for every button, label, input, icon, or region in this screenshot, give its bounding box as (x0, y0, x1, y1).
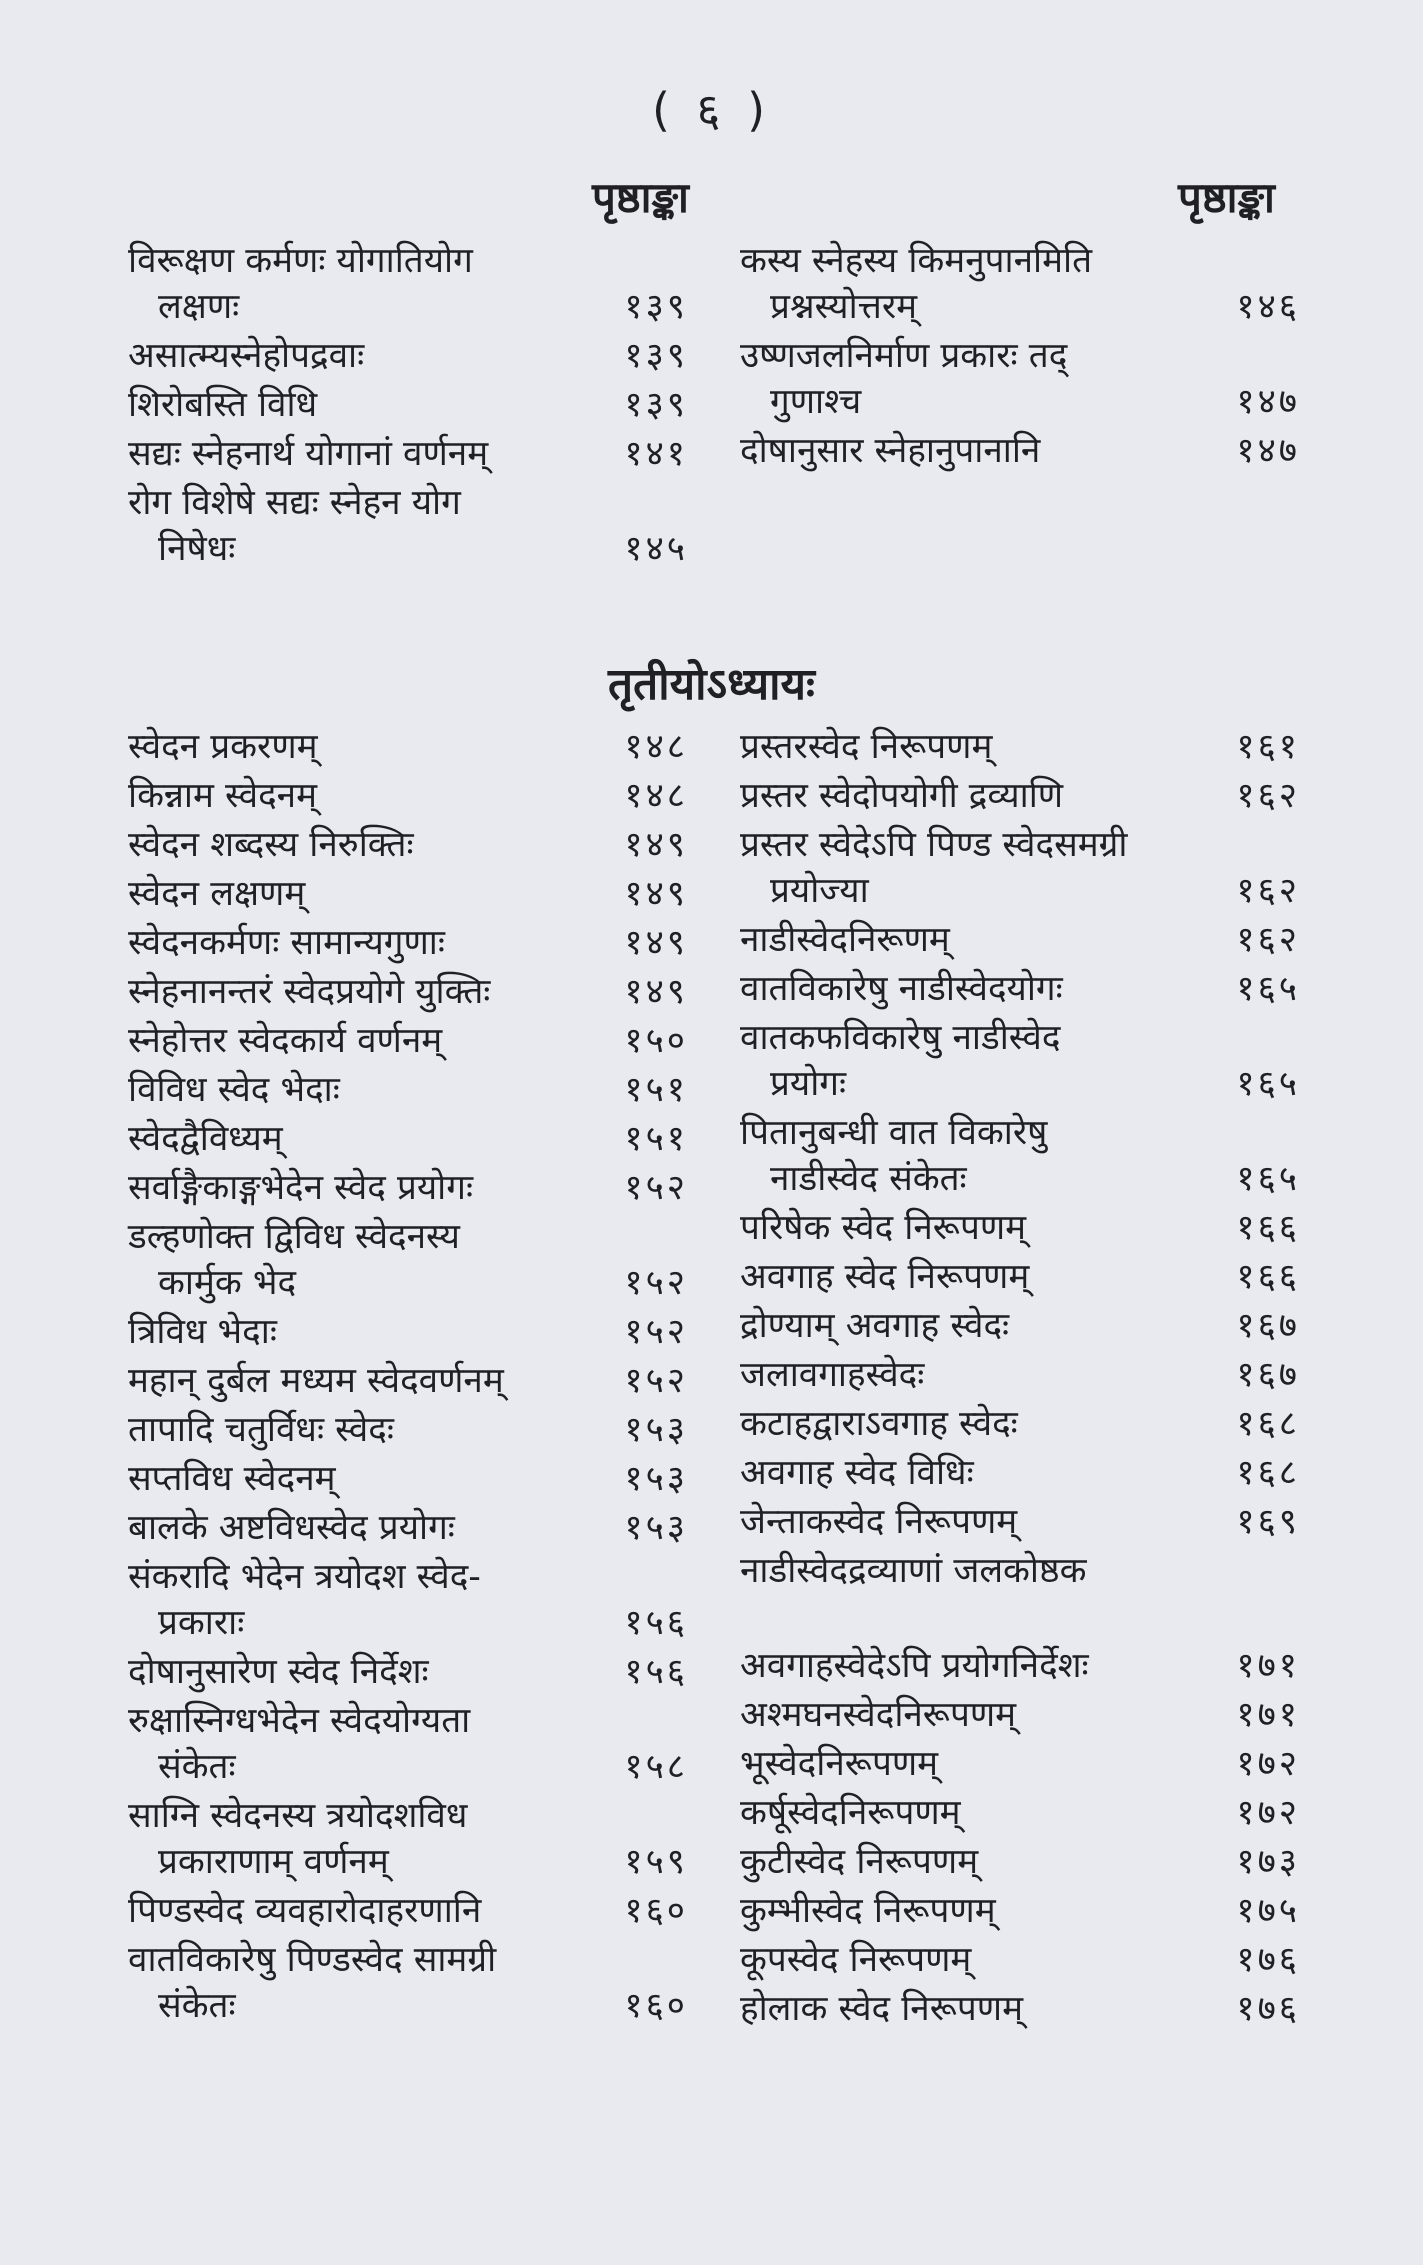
toc-entry (128, 1165, 688, 1211)
entry-title: सप्तविध स्वेदनम् (128, 1459, 336, 1499)
toc-entry (128, 1214, 688, 1306)
entry-title: असात्म्यस्नेहोपद्रवाः (128, 336, 365, 376)
page-ref: १७१ (1236, 1646, 1300, 1686)
toc-entry (740, 773, 1300, 819)
entry-title: स्वेदन प्रकरणम् (128, 727, 318, 767)
entry-title: दोषानुसार स्नेहानुपानानि (740, 431, 1041, 471)
entry-title: संकरादि भेदेन त्रयोदश स्वेद- (128, 1557, 481, 1597)
entry-title: महान् दुर्बल मध्यम स्वेदवर्णनम् (128, 1361, 504, 1401)
entry-title: कूपस्वेद निरूपणम् (740, 1940, 972, 1980)
page-ref: १४९ (624, 825, 688, 865)
toc-entry (740, 1401, 1300, 1447)
entry-title: किन्नाम स्वेदनम् (128, 776, 318, 816)
entry-title: शिरोबस्ति विधि (128, 385, 318, 425)
entry-title: अवगाह स्वेद विधिः (740, 1453, 974, 1493)
page-ref: १७३ (1236, 1842, 1300, 1882)
toc-entry (740, 1741, 1300, 1787)
entry-title: वातविकारेषु नाडीस्वेदयोगः (740, 969, 1063, 1009)
toc-entry (740, 1254, 1300, 1300)
toc-entry (740, 1986, 1300, 2032)
page-ref: १६६ (1236, 1208, 1300, 1248)
entry-title: जेन्ताकस्वेद निरूपणम् (740, 1502, 1018, 1542)
toc-entry (128, 871, 688, 917)
toc-entry (740, 1110, 1300, 1202)
page-ref: १७२ (1236, 1744, 1300, 1784)
toc-entry (128, 431, 688, 477)
entry-title-continued: प्रयोज्या (770, 871, 869, 911)
entry-title: कटाहद्वाराऽवगाह स्वेदः (740, 1404, 1018, 1444)
entry-title: अवगाहस्वेदेऽपि प्रयोगनिर्देशः (740, 1646, 1089, 1686)
entry-title: पिण्डस्वेद व्यवहारोदाहरणानि (128, 1891, 482, 1931)
entry-title: प्रस्तरस्वेद निरूपणम् (740, 727, 993, 767)
page-ref: १६२ (1236, 776, 1300, 816)
toc-entry (740, 1643, 1300, 1689)
toc-entry (740, 1015, 1300, 1107)
toc-entry (740, 724, 1300, 770)
page-ref: १५६ (624, 1603, 688, 1643)
page-ref: १६२ (1236, 920, 1300, 960)
entry-title: प्रस्तर स्वेदेऽपि पिण्ड स्वेदसमग्री (740, 825, 1128, 865)
page-ref: १५१ (624, 1119, 688, 1159)
page-number: ( ६ ) (651, 83, 772, 137)
toc-entry (128, 1309, 688, 1355)
entry-title: पितानुबन्धी वात विकारेषु (740, 1113, 1048, 1153)
page-ref: १५८ (624, 1747, 688, 1787)
entry-title: नाडीस्वेदनिरूणम् (740, 920, 950, 960)
toc-entry (740, 1499, 1300, 1545)
entry-title: कुम्भीस्वेद निरूपणम् (740, 1891, 996, 1931)
page-ref: १६१ (1236, 727, 1300, 767)
entry-title: स्वेदन लक्षणम् (128, 874, 306, 914)
entry-title: साग्नि स्वेदनस्य त्रयोदशविध (128, 1796, 468, 1836)
toc-entry (128, 773, 688, 819)
entry-title: बालके अष्टविधस्वेद प्रयोगः (128, 1508, 455, 1548)
entry-title-continued: प्रयोगः (770, 1064, 847, 1104)
entry-title: तापादि चतुर्विधः स्वेदः (128, 1410, 394, 1450)
page-ref: १३९ (624, 287, 688, 327)
entry-title: दोषानुसारेण स्वेद निर्देशः (128, 1652, 429, 1692)
page-ref: १६८ (1236, 1453, 1300, 1493)
entry-title-continued: संकेतः (158, 1747, 236, 1787)
entry-title: प्रस्तर स्वेदोपयोगी द्रव्याणि (740, 776, 1064, 816)
chapter-title: तृतीयोऽध्यायः (608, 659, 815, 710)
page-ref: १५९ (624, 1842, 688, 1882)
toc-entry (740, 1548, 1300, 1640)
entry-title: होलाक स्वेद निरूपणम् (740, 1989, 1024, 2029)
entry-title-continued: नाडीस्वेद संकेतः (770, 1159, 967, 1199)
page-ref: १५२ (624, 1263, 688, 1303)
top-left-column (128, 238, 688, 575)
entry-title: सर्वाङ्गैकाङ्गभेदेन स्वेद प्रयोगः (128, 1168, 474, 1208)
toc-entry (128, 382, 688, 428)
entry-title: अश्मघनस्वेदनिरूपणम् (740, 1695, 1017, 1735)
entry-title-continued: लक्षणः (158, 287, 240, 327)
toc-entry (740, 238, 1300, 330)
page-ref: १७२ (1236, 1793, 1300, 1833)
page-ref: १३९ (624, 385, 688, 425)
toc-entry (128, 1793, 688, 1885)
entry-title-continued: प्रकाराणाम् वर्णनम् (158, 1842, 389, 1882)
page-ref: १६९ (1236, 1502, 1300, 1542)
page-ref: १४६ (1236, 287, 1300, 327)
page-ref: १४१ (624, 434, 688, 474)
entry-title: स्वेदनकर्मणः सामान्यगुणाः (128, 923, 445, 963)
toc-entry (128, 1407, 688, 1453)
page-ref: १६७ (1236, 1355, 1300, 1395)
page-ref: १७१ (1236, 1695, 1300, 1735)
entry-title: विरूक्षण कर्मणः योगातियोग (128, 241, 473, 281)
page-ref: १५२ (624, 1361, 688, 1401)
page-ref: १६७ (1236, 1306, 1300, 1346)
toc-entry (128, 1116, 688, 1162)
entry-title: रोग विशेषे सद्यः स्नेहन योग (128, 483, 461, 523)
toc-entry (740, 428, 1300, 474)
entry-title: त्रिविध भेदाः (128, 1312, 277, 1352)
entry-title-continued (740, 1594, 1300, 1640)
column-heading-right: पृष्ठाङ्का (1178, 173, 1275, 222)
toc-entry (740, 966, 1300, 1012)
column-heading-left: पृष्ठाङ्का (592, 173, 689, 222)
page-ref: १५१ (624, 1070, 688, 1110)
page-ref: १५६ (624, 1652, 688, 1692)
page-ref: १६५ (1236, 1159, 1300, 1199)
toc-entry (128, 1698, 688, 1790)
toc-entry (128, 969, 688, 1015)
page-ref: १४८ (624, 727, 688, 767)
toc-entry (740, 1352, 1300, 1398)
page-ref: १६० (624, 1986, 688, 2026)
toc-entry (740, 1692, 1300, 1738)
page-ref: १४७ (1236, 431, 1300, 471)
toc-entry (128, 238, 688, 330)
page-ref: १६५ (1236, 1064, 1300, 1104)
entry-title: सद्यः स्नेहनार्थ योगानां वर्णनम् (128, 434, 489, 474)
toc-entry (128, 1649, 688, 1695)
entry-title: वातविकारेषु पिण्डस्वेद सामग्री (128, 1940, 497, 1980)
toc-entry (740, 1839, 1300, 1885)
entry-title-continued: निषेधः (158, 529, 236, 569)
toc-entry (128, 724, 688, 770)
toc-entry (128, 1937, 688, 2029)
right-column (740, 724, 1300, 2035)
page-ref: १७६ (1236, 1989, 1300, 2029)
page-ref: १४९ (624, 923, 688, 963)
toc-entry (740, 1450, 1300, 1496)
toc-entry (740, 917, 1300, 963)
page-ref: १६६ (1236, 1257, 1300, 1297)
entry-title: स्वेदद्वैविध्यम् (128, 1119, 283, 1159)
entry-title-continued: प्रश्नस्योत्तरम् (770, 287, 918, 327)
page-ref: १५० (624, 1021, 688, 1061)
page-ref: १५३ (624, 1459, 688, 1499)
page-ref: १४८ (624, 776, 688, 816)
entry-title: स्नेहनानन्तरं स्वेदप्रयोगे युक्तिः (128, 972, 491, 1012)
toc-entry (740, 1937, 1300, 1983)
page-ref: १३९ (624, 336, 688, 376)
page-ref: १४५ (624, 529, 688, 569)
page-ref: १४९ (624, 874, 688, 914)
page-ref: १६० (624, 1891, 688, 1931)
page-ref: १५३ (624, 1410, 688, 1450)
toc-entry (128, 920, 688, 966)
entry-title: जलावगाहस्वेदः (740, 1355, 925, 1395)
page-ref: १६५ (1236, 969, 1300, 1009)
entry-title: कुटीस्वेद निरूपणम् (740, 1842, 979, 1882)
page-ref: १५३ (624, 1508, 688, 1548)
top-right-column (740, 238, 1300, 477)
toc-entry (740, 1790, 1300, 1836)
entry-title-continued: गुणाश्च (770, 382, 862, 422)
entry-title: रुक्षास्निग्धभेदेन स्वेदयोग्यता (128, 1701, 471, 1741)
page-ref: १७५ (1236, 1891, 1300, 1931)
toc-entry (128, 1067, 688, 1113)
entry-title: परिषेक स्वेद निरूपणम् (740, 1208, 1027, 1248)
toc-entry (128, 1505, 688, 1551)
toc-entry (740, 1888, 1300, 1934)
toc-entry (740, 333, 1300, 425)
toc-entry (740, 1303, 1300, 1349)
toc-entry (740, 1205, 1300, 1251)
toc-entry (128, 822, 688, 868)
toc-entry (128, 1554, 688, 1646)
entry-title: स्नेहोत्तर स्वेदकार्य वर्णनम् (128, 1021, 443, 1061)
toc-entry (128, 1888, 688, 1934)
entry-title: उष्णजलनिर्माण प्रकारः तद् (740, 336, 1068, 376)
entry-title: कस्य स्नेहस्य किमनुपानमिति (740, 241, 1093, 281)
page-ref: १४७ (1236, 382, 1300, 422)
entry-title: द्रोण्याम् अवगाह स्वेदः (740, 1306, 1010, 1346)
page-ref: १६८ (1236, 1404, 1300, 1444)
entry-title: डल्हणोक्त द्विविध स्वेदनस्य (128, 1217, 460, 1257)
page-ref: १५२ (624, 1168, 688, 1208)
page-ref: १४९ (624, 972, 688, 1012)
entry-title: नाडीस्वेदद्रव्याणां जलकोष्ठक (740, 1551, 1087, 1591)
page-ref: १७६ (1236, 1940, 1300, 1980)
entry-title: स्वेदन शब्दस्य निरुक्तिः (128, 825, 414, 865)
toc-entry (128, 1358, 688, 1404)
entry-title: भूस्वेदनिरूपणम् (740, 1744, 939, 1784)
entry-title: वातकफविकारेषु नाडीस्वेद (740, 1018, 1061, 1058)
toc-entry (128, 480, 688, 572)
entry-title: विविध स्वेद भेदाः (128, 1070, 340, 1110)
entry-title: अवगाह स्वेद निरूपणम् (740, 1257, 1030, 1297)
toc-entry (740, 822, 1300, 914)
page-ref: १६२ (1236, 871, 1300, 911)
page-ref: १५२ (624, 1312, 688, 1352)
entry-title-continued: कार्मुक भेद (158, 1263, 297, 1303)
entry-title-continued: प्रकाराः (158, 1603, 245, 1643)
toc-entry (128, 1456, 688, 1502)
toc-entry (128, 1018, 688, 1064)
left-column (128, 724, 688, 2032)
entry-title-continued: संकेतः (158, 1986, 236, 2026)
entry-title: कर्षूस्वेदनिरूपणम् (740, 1793, 961, 1833)
toc-entry (128, 333, 688, 379)
